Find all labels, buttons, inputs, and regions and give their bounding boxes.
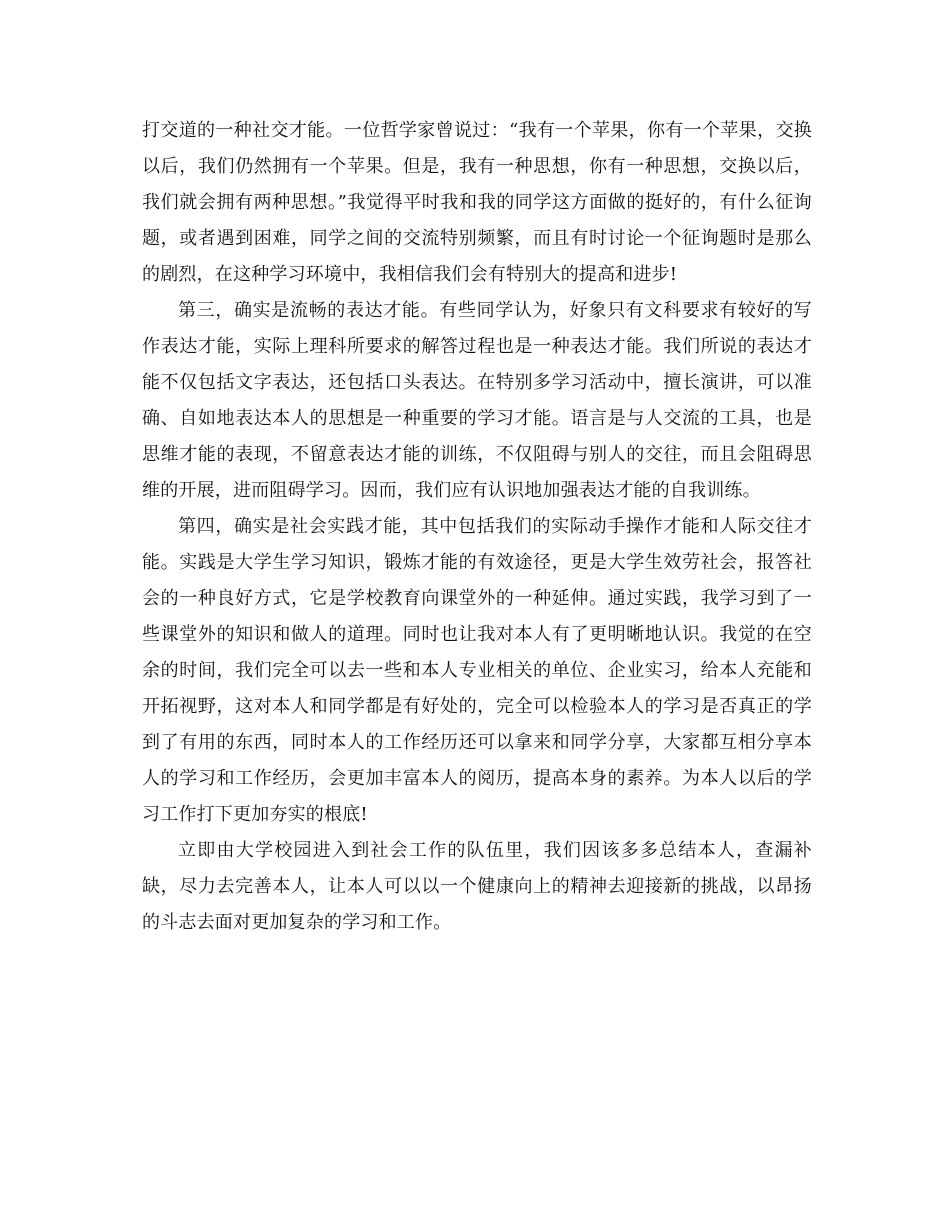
paragraph-social-practice-skill: 第四，确实是社会实践才能，其中包括我们的实际动手操作才能和人际交往才能。实践是大学生学习知识，锻炼才能的有效途径，更是大学生效劳社会，报答社会的一种良好方式，它是学校教育向课堂外的一种延伸。通过实践，我学习到了一些课堂外的知识和做人的道理。同时也让我对本人有了更明晰地认识。我觉的在空余的时间，我们完全可以去一些和本人专业相关的单位、企业实习，给本人充能和开拓视野，这对本人和同学都是有好处的，完全可以检验本人的学习是否真正的学到了有用的东西，同时本人的工作经历还可以拿来和同学分享，大家都互相分享本人的学习和工作经历，会更加丰富本人的阅历，提高本身的素养。为本人以后的学习工作打下更加夯实的根底! [142,516,812,825]
paragraph-conclusion: 立即由大学校园进入到社会工作的队伍里，我们因该多多总结本人，查漏补缺，尽力去完善本人，让本人可以以一个健康向上的精神去迎接新的挑战，以昂扬的斗志去面对更加复杂的学习和工作。 [142,840,812,933]
paragraph-social-skill-continued: 打交道的一种社交才能。一位哲学家曾说过：“我有一个苹果，你有一个苹果，交换以后，我们仍然拥有一个苹果。但是，我有一种思想，你有一种思想，交换以后，我们就会拥有两种思想。”我觉得平时我和我的同学这方面做的挺好的，有什么征询题，或者遇到困难，同学之间的交流特别频繁，而且有时讨论一个征询题时是那么的剧烈，在这种学习环境中，我相信我们会有特别大的提高和进步! [142,120,812,285]
paragraph-expression-skill: 第三，确实是流畅的表达才能。有些同学认为，好象只有文科要求有较好的写作表达才能，实际上理科所要求的解答过程也是一种表达才能。我们所说的表达才能不仅包括文字表达，还包括口头表达。在特别多学习活动中，擅长演讲，可以准确、自如地表达本人的思想是一种重要的学习才能。语言是与人交流的工具，也是思维才能的表现，不留意表达才能的训练，不仅阻碍与别人的交往，而且会阻碍思维的开展，进而阻碍学习。因而，我们应有认识地加强表达才能的自我训练。 [142,300,812,501]
document-body [142,113,812,941]
